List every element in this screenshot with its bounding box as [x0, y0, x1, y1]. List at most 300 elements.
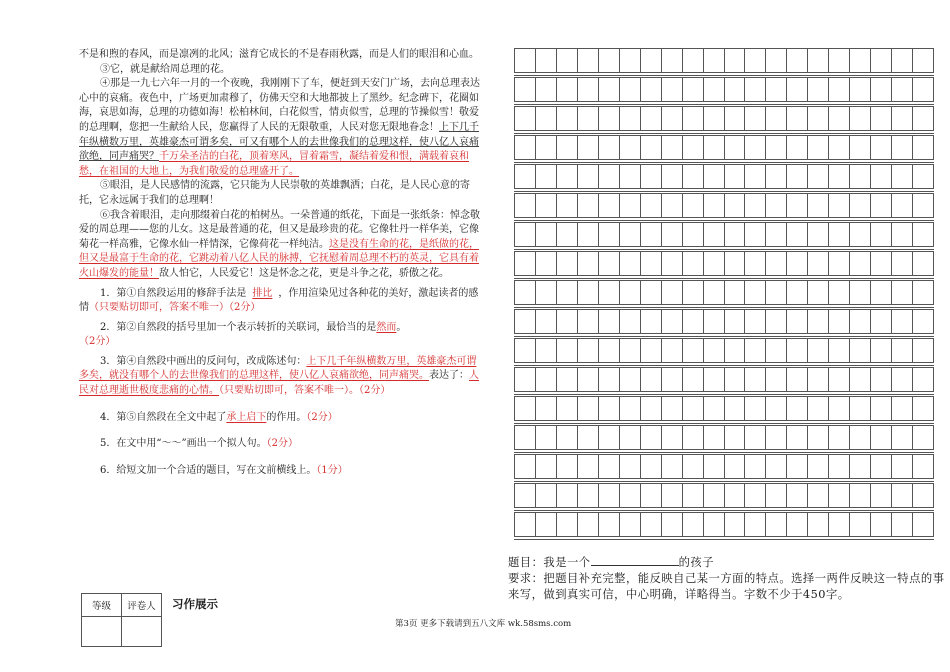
grid-cell[interactable]: [871, 426, 892, 449]
grid-cell[interactable]: [725, 136, 746, 159]
grid-cell[interactable]: [578, 194, 599, 217]
grid-cell[interactable]: [536, 339, 557, 362]
grid-cell[interactable]: [787, 455, 808, 478]
grid-cell[interactable]: [557, 281, 578, 304]
grid-cell[interactable]: [808, 455, 829, 478]
grid-cell[interactable]: [515, 252, 536, 275]
grid-cell[interactable]: [536, 513, 557, 536]
grid-cell[interactable]: [536, 397, 557, 420]
grid-cell[interactable]: [871, 49, 892, 72]
grid-cell[interactable]: [766, 78, 787, 101]
grid-cell[interactable]: [850, 252, 871, 275]
grid-cell[interactable]: [662, 49, 683, 72]
grid-cell[interactable]: [766, 136, 787, 159]
grid-cell[interactable]: [704, 107, 725, 130]
grid-cell[interactable]: [515, 426, 536, 449]
grid-cell[interactable]: [829, 339, 850, 362]
grid-cell[interactable]: [704, 252, 725, 275]
grid-cell[interactable]: [599, 426, 620, 449]
grid-cell[interactable]: [913, 426, 933, 449]
grid-cell[interactable]: [871, 165, 892, 188]
grid-cell[interactable]: [871, 252, 892, 275]
grid-cell[interactable]: [787, 426, 808, 449]
grid-cell[interactable]: [871, 455, 892, 478]
grid-cell[interactable]: [662, 484, 683, 507]
grid-cell[interactable]: [662, 78, 683, 101]
grid-cell[interactable]: [683, 194, 704, 217]
grid-cell[interactable]: [515, 165, 536, 188]
grid-cell[interactable]: [536, 223, 557, 246]
grid-cell[interactable]: [641, 165, 662, 188]
grid-cell[interactable]: [808, 310, 829, 333]
grid-cell[interactable]: [725, 310, 746, 333]
grid-cell[interactable]: [515, 49, 536, 72]
grid-cell[interactable]: [683, 223, 704, 246]
grid-cell[interactable]: [557, 426, 578, 449]
grid-cell[interactable]: [829, 165, 850, 188]
grid-cell[interactable]: [620, 513, 641, 536]
grid-cell[interactable]: [766, 397, 787, 420]
grid-cell[interactable]: [557, 252, 578, 275]
grid-cell[interactable]: [829, 513, 850, 536]
grid-cell[interactable]: [787, 484, 808, 507]
grid-cell[interactable]: [704, 339, 725, 362]
grid-cell[interactable]: [913, 194, 933, 217]
grid-cell[interactable]: [557, 136, 578, 159]
grid-cell[interactable]: [557, 194, 578, 217]
grid-cell[interactable]: [683, 310, 704, 333]
grid-cell[interactable]: [599, 368, 620, 391]
grid-cell[interactable]: [829, 252, 850, 275]
grid-cell[interactable]: [787, 368, 808, 391]
grid-cell[interactable]: [683, 513, 704, 536]
grid-cell[interactable]: [641, 78, 662, 101]
grid-cell[interactable]: [766, 339, 787, 362]
grid-cell[interactable]: [850, 339, 871, 362]
grid-cell[interactable]: [766, 455, 787, 478]
grid-cell[interactable]: [704, 223, 725, 246]
grid-cell[interactable]: [620, 368, 641, 391]
grid-cell[interactable]: [787, 223, 808, 246]
grid-cell[interactable]: [704, 194, 725, 217]
grid-cell[interactable]: [578, 281, 599, 304]
grid-cell[interactable]: [850, 281, 871, 304]
grid-cell[interactable]: [683, 136, 704, 159]
grid-cell[interactable]: [850, 107, 871, 130]
grid-cell[interactable]: [787, 310, 808, 333]
grid-cell[interactable]: [620, 484, 641, 507]
grid-cell[interactable]: [641, 310, 662, 333]
grid-cell[interactable]: [578, 78, 599, 101]
grid-cell[interactable]: [536, 426, 557, 449]
grid-cell[interactable]: [536, 78, 557, 101]
grid-cell[interactable]: [599, 78, 620, 101]
grid-cell[interactable]: [620, 194, 641, 217]
grid-cell[interactable]: [515, 281, 536, 304]
grid-cell[interactable]: [892, 513, 913, 536]
grid-cell[interactable]: [766, 484, 787, 507]
grid-cell[interactable]: [641, 426, 662, 449]
grid-cell[interactable]: [557, 368, 578, 391]
grid-cell[interactable]: [599, 223, 620, 246]
grid-cell[interactable]: [557, 339, 578, 362]
grid-cell[interactable]: [892, 397, 913, 420]
grid-cell[interactable]: [725, 339, 746, 362]
grid-cell[interactable]: [536, 310, 557, 333]
grid-cell[interactable]: [641, 223, 662, 246]
grid-cell[interactable]: [829, 136, 850, 159]
grid-cell[interactable]: [599, 194, 620, 217]
grid-cell[interactable]: [808, 194, 829, 217]
grid-cell[interactable]: [725, 252, 746, 275]
grid-cell[interactable]: [683, 107, 704, 130]
grid-cell[interactable]: [662, 455, 683, 478]
grid-cell[interactable]: [829, 368, 850, 391]
grid-cell[interactable]: [913, 281, 933, 304]
grid-cell[interactable]: [787, 339, 808, 362]
grid-cell[interactable]: [662, 513, 683, 536]
grid-cell[interactable]: [557, 455, 578, 478]
grid-cell[interactable]: [850, 310, 871, 333]
grid-cell[interactable]: [578, 136, 599, 159]
grid-cell[interactable]: [871, 107, 892, 130]
grid-cell[interactable]: [745, 281, 766, 304]
grid-cell[interactable]: [536, 484, 557, 507]
grid-cell[interactable]: [808, 513, 829, 536]
grid-cell[interactable]: [536, 107, 557, 130]
grid-cell[interactable]: [745, 223, 766, 246]
grid-cell[interactable]: [704, 368, 725, 391]
grid-cell[interactable]: [808, 281, 829, 304]
grid-cell[interactable]: [641, 513, 662, 536]
grid-cell[interactable]: [871, 78, 892, 101]
grid-cell[interactable]: [871, 223, 892, 246]
grid-cell[interactable]: [808, 368, 829, 391]
grid-cell[interactable]: [725, 223, 746, 246]
grid-cell[interactable]: [808, 484, 829, 507]
grid-cell[interactable]: [913, 513, 933, 536]
grid-cell[interactable]: [641, 455, 662, 478]
grader-cell[interactable]: [122, 617, 162, 647]
grid-cell[interactable]: [913, 368, 933, 391]
grid-cell[interactable]: [913, 78, 933, 101]
grid-cell[interactable]: [704, 513, 725, 536]
grid-cell[interactable]: [913, 252, 933, 275]
grid-cell[interactable]: [725, 368, 746, 391]
grid-cell[interactable]: [536, 194, 557, 217]
grid-cell[interactable]: [892, 49, 913, 72]
grid-cell[interactable]: [620, 165, 641, 188]
grid-cell[interactable]: [704, 397, 725, 420]
grid-cell[interactable]: [578, 397, 599, 420]
grid-cell[interactable]: [599, 49, 620, 72]
grid-cell[interactable]: [620, 397, 641, 420]
grid-cell[interactable]: [808, 252, 829, 275]
grid-cell[interactable]: [850, 194, 871, 217]
grid-cell[interactable]: [913, 165, 933, 188]
grid-cell[interactable]: [641, 194, 662, 217]
grid-cell[interactable]: [871, 310, 892, 333]
grid-cell[interactable]: [850, 484, 871, 507]
grid-cell[interactable]: [745, 310, 766, 333]
grid-cell[interactable]: [599, 513, 620, 536]
grid-cell[interactable]: [808, 165, 829, 188]
grid-cell[interactable]: [662, 107, 683, 130]
grid-cell[interactable]: [871, 484, 892, 507]
grid-cell[interactable]: [892, 426, 913, 449]
grid-cell[interactable]: [578, 455, 599, 478]
grid-cell[interactable]: [766, 310, 787, 333]
grid-cell[interactable]: [641, 136, 662, 159]
grid-cell[interactable]: [515, 455, 536, 478]
grid-cell[interactable]: [808, 397, 829, 420]
grid-cell[interactable]: [829, 397, 850, 420]
grid-cell[interactable]: [850, 455, 871, 478]
grid-cell[interactable]: [515, 339, 536, 362]
grid-cell[interactable]: [766, 223, 787, 246]
title-blank[interactable]: [591, 554, 679, 566]
grid-cell[interactable]: [725, 107, 746, 130]
grid-cell[interactable]: [871, 513, 892, 536]
grid-cell[interactable]: [725, 397, 746, 420]
grid-cell[interactable]: [620, 252, 641, 275]
grid-cell[interactable]: [515, 513, 536, 536]
grid-cell[interactable]: [850, 136, 871, 159]
grid-cell[interactable]: [871, 339, 892, 362]
grid-cell[interactable]: [683, 252, 704, 275]
grid-cell[interactable]: [913, 484, 933, 507]
grid-cell[interactable]: [787, 252, 808, 275]
grid-cell[interactable]: [829, 484, 850, 507]
grid-cell[interactable]: [578, 368, 599, 391]
grid-cell[interactable]: [578, 513, 599, 536]
grid-cell[interactable]: [578, 339, 599, 362]
grid-cell[interactable]: [766, 368, 787, 391]
grid-cell[interactable]: [620, 339, 641, 362]
grid-cell[interactable]: [808, 223, 829, 246]
grid-cell[interactable]: [766, 194, 787, 217]
grid-cell[interactable]: [745, 194, 766, 217]
grid-cell[interactable]: [829, 455, 850, 478]
grid-cell[interactable]: [557, 165, 578, 188]
grid-cell[interactable]: [515, 223, 536, 246]
grid-cell[interactable]: [578, 223, 599, 246]
grid-cell[interactable]: [683, 281, 704, 304]
grid-cell[interactable]: [557, 223, 578, 246]
grid-cell[interactable]: [704, 426, 725, 449]
grid-cell[interactable]: [662, 223, 683, 246]
grid-cell[interactable]: [578, 49, 599, 72]
grid-cell[interactable]: [829, 426, 850, 449]
grid-cell[interactable]: [850, 49, 871, 72]
grid-cell[interactable]: [641, 281, 662, 304]
grid-cell[interactable]: [725, 281, 746, 304]
grid-cell[interactable]: [620, 310, 641, 333]
grid-cell[interactable]: [536, 165, 557, 188]
grid-cell[interactable]: [620, 281, 641, 304]
grid-cell[interactable]: [871, 368, 892, 391]
grid-cell[interactable]: [662, 310, 683, 333]
grid-cell[interactable]: [808, 426, 829, 449]
grid-cell[interactable]: [557, 107, 578, 130]
grid-cell[interactable]: [787, 136, 808, 159]
grid-cell[interactable]: [704, 484, 725, 507]
grid-cell[interactable]: [892, 223, 913, 246]
grid-cell[interactable]: [745, 426, 766, 449]
grid-cell[interactable]: [725, 426, 746, 449]
grid-cell[interactable]: [787, 78, 808, 101]
grid-cell[interactable]: [850, 368, 871, 391]
grid-cell[interactable]: [829, 281, 850, 304]
grid-cell[interactable]: [850, 426, 871, 449]
grid-cell[interactable]: [536, 455, 557, 478]
grid-cell[interactable]: [808, 107, 829, 130]
grid-cell[interactable]: [913, 49, 933, 72]
grid-cell[interactable]: [892, 78, 913, 101]
grid-cell[interactable]: [725, 455, 746, 478]
grid-cell[interactable]: [787, 107, 808, 130]
grid-cell[interactable]: [892, 368, 913, 391]
grid-cell[interactable]: [787, 165, 808, 188]
grid-cell[interactable]: [704, 78, 725, 101]
grid-cell[interactable]: [766, 513, 787, 536]
grid-cell[interactable]: [620, 78, 641, 101]
grid-cell[interactable]: [725, 78, 746, 101]
grid-cell[interactable]: [892, 107, 913, 130]
grid-cell[interactable]: [599, 252, 620, 275]
grid-cell[interactable]: [683, 49, 704, 72]
grid-cell[interactable]: [725, 194, 746, 217]
grid-cell[interactable]: [745, 49, 766, 72]
grid-cell[interactable]: [662, 136, 683, 159]
grid-cell[interactable]: [725, 165, 746, 188]
grid-cell[interactable]: [620, 49, 641, 72]
grid-cell[interactable]: [871, 194, 892, 217]
grid-cell[interactable]: [599, 136, 620, 159]
grid-cell[interactable]: [599, 165, 620, 188]
grid-cell[interactable]: [892, 310, 913, 333]
grid-cell[interactable]: [599, 281, 620, 304]
grid-cell[interactable]: [662, 397, 683, 420]
grid-cell[interactable]: [641, 368, 662, 391]
grid-cell[interactable]: [704, 455, 725, 478]
grid-cell[interactable]: [704, 281, 725, 304]
grid-cell[interactable]: [850, 165, 871, 188]
grid-cell[interactable]: [515, 397, 536, 420]
grid-cell[interactable]: [913, 136, 933, 159]
grid-cell[interactable]: [892, 194, 913, 217]
grid-cell[interactable]: [766, 252, 787, 275]
grid-cell[interactable]: [787, 49, 808, 72]
grid-cell[interactable]: [704, 165, 725, 188]
grid-cell[interactable]: [787, 194, 808, 217]
grid-cell[interactable]: [745, 397, 766, 420]
grid-cell[interactable]: [683, 484, 704, 507]
grid-cell[interactable]: [829, 49, 850, 72]
grid-cell[interactable]: [515, 310, 536, 333]
grid-cell[interactable]: [662, 194, 683, 217]
grid-cell[interactable]: [725, 484, 746, 507]
grid-cell[interactable]: [641, 252, 662, 275]
grid-cell[interactable]: [662, 368, 683, 391]
grid-cell[interactable]: [599, 310, 620, 333]
grid-cell[interactable]: [683, 455, 704, 478]
grid-cell[interactable]: [745, 368, 766, 391]
grid-cell[interactable]: [641, 484, 662, 507]
grid-cell[interactable]: [578, 484, 599, 507]
grid-cell[interactable]: [892, 281, 913, 304]
grid-cell[interactable]: [620, 107, 641, 130]
grid-cell[interactable]: [745, 107, 766, 130]
grid-cell[interactable]: [871, 397, 892, 420]
grid-cell[interactable]: [599, 397, 620, 420]
grid-cell[interactable]: [620, 223, 641, 246]
grid-cell[interactable]: [662, 281, 683, 304]
grid-cell[interactable]: [787, 397, 808, 420]
grid-cell[interactable]: [766, 165, 787, 188]
grid-cell[interactable]: [808, 136, 829, 159]
grid-cell[interactable]: [683, 426, 704, 449]
grid-cell[interactable]: [515, 78, 536, 101]
grid-cell[interactable]: [913, 455, 933, 478]
grid-cell[interactable]: [620, 426, 641, 449]
grid-cell[interactable]: [745, 78, 766, 101]
grid-cell[interactable]: [829, 194, 850, 217]
grid-cell[interactable]: [704, 49, 725, 72]
grid-cell[interactable]: [850, 397, 871, 420]
grid-cell[interactable]: [787, 281, 808, 304]
grid-cell[interactable]: [683, 339, 704, 362]
grade-cell[interactable]: [82, 617, 122, 647]
grid-cell[interactable]: [641, 107, 662, 130]
grid-cell[interactable]: [599, 339, 620, 362]
grid-cell[interactable]: [766, 107, 787, 130]
grid-cell[interactable]: [745, 339, 766, 362]
grid-cell[interactable]: [913, 223, 933, 246]
grid-cell[interactable]: [536, 281, 557, 304]
grid-cell[interactable]: [557, 513, 578, 536]
grid-cell[interactable]: [745, 513, 766, 536]
grid-cell[interactable]: [557, 49, 578, 72]
grid-cell[interactable]: [641, 339, 662, 362]
grid-cell[interactable]: [704, 136, 725, 159]
grid-cell[interactable]: [850, 513, 871, 536]
grid-cell[interactable]: [515, 107, 536, 130]
grid-cell[interactable]: [578, 252, 599, 275]
grid-cell[interactable]: [725, 49, 746, 72]
grid-cell[interactable]: [829, 310, 850, 333]
grid-cell[interactable]: [536, 368, 557, 391]
grid-cell[interactable]: [704, 310, 725, 333]
grid-cell[interactable]: [892, 484, 913, 507]
grid-cell[interactable]: [557, 484, 578, 507]
grid-cell[interactable]: [766, 281, 787, 304]
grid-cell[interactable]: [515, 484, 536, 507]
grid-cell[interactable]: [766, 426, 787, 449]
grid-cell[interactable]: [536, 49, 557, 72]
grid-cell[interactable]: [662, 165, 683, 188]
grid-cell[interactable]: [557, 310, 578, 333]
grid-cell[interactable]: [871, 136, 892, 159]
grid-cell[interactable]: [829, 107, 850, 130]
grid-cell[interactable]: [578, 107, 599, 130]
grid-cell[interactable]: [766, 49, 787, 72]
grid-cell[interactable]: [787, 513, 808, 536]
grid-cell[interactable]: [536, 252, 557, 275]
grid-cell[interactable]: [662, 426, 683, 449]
grid-cell[interactable]: [683, 165, 704, 188]
grid-cell[interactable]: [620, 455, 641, 478]
